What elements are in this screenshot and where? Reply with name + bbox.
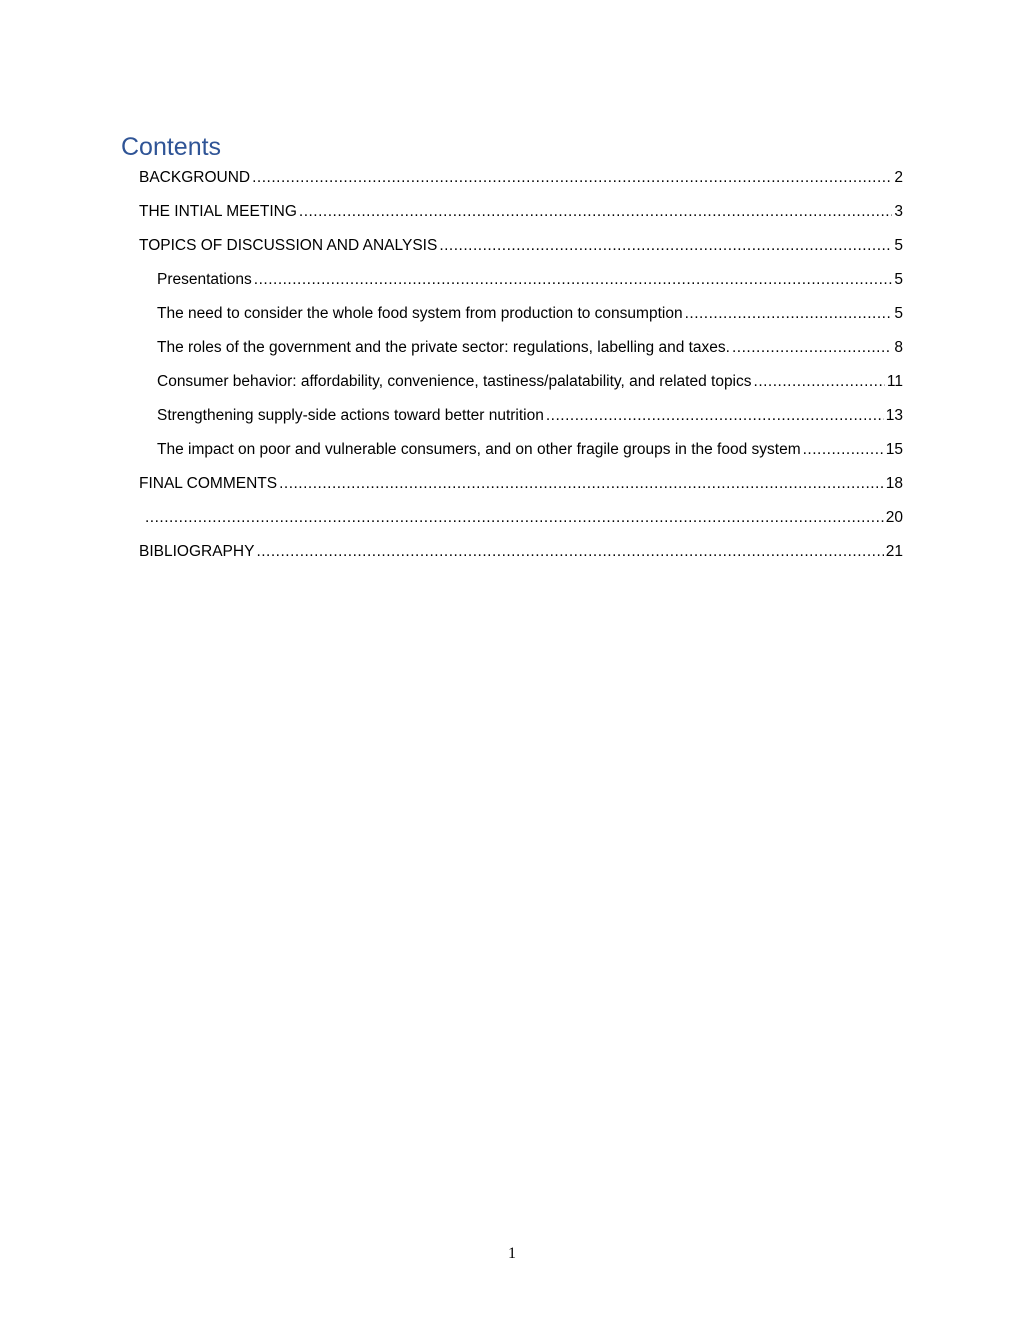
- toc-entry-page: 13: [885, 407, 903, 424]
- toc-dot-leader: [279, 473, 884, 495]
- toc-entry-page: 20: [885, 509, 903, 526]
- toc-dot-leader: [754, 371, 885, 393]
- toc-dot-leader: [252, 167, 892, 189]
- toc-dot-leader: [546, 405, 884, 427]
- toc-entry-supply-side[interactable]: [157, 405, 903, 427]
- toc-dot-leader: [732, 337, 892, 359]
- toc-entry-title: The impact on poor and vulnerable consumers, and on other fragile groups in the food system: [157, 441, 801, 458]
- toc-entry-whole-food-system[interactable]: [157, 303, 903, 325]
- toc-dot-leader: [685, 303, 893, 325]
- toc-entry-title: FINAL COMMENTS: [139, 475, 278, 492]
- page-number: 1: [508, 1245, 516, 1262]
- toc-entry-title: Strengthening supply-side actions toward better nutrition: [157, 407, 544, 424]
- toc-heading: Contents: [121, 133, 222, 161]
- toc-entry-page: 2: [894, 169, 903, 186]
- toc-entry-final-comments[interactable]: [139, 473, 903, 495]
- toc-entry-vulnerable-consumers[interactable]: [157, 439, 903, 461]
- toc-entry-title: Consumer behavior: affordability, convenience, tastiness/palatability, and related topics: [157, 373, 752, 390]
- toc-dot-leader: [439, 235, 892, 257]
- toc-entry-page: 15: [885, 441, 903, 458]
- toc-dot-leader: [254, 269, 893, 291]
- toc-entry-page: 3: [894, 203, 903, 220]
- toc-entry-page: 5: [894, 271, 903, 288]
- toc-entry-page: 5: [894, 237, 903, 254]
- toc-entry-government-roles[interactable]: [157, 337, 903, 359]
- toc-entry-page: 11: [886, 373, 903, 390]
- toc-entry-page: 8: [894, 339, 903, 356]
- toc-dot-leader: [145, 507, 884, 529]
- toc-entry-presentations[interactable]: [157, 269, 903, 291]
- toc-entry-page: 21: [885, 543, 903, 560]
- toc-entry-bibliography[interactable]: [139, 541, 903, 563]
- toc-entry-initial-meeting[interactable]: [139, 201, 903, 223]
- toc-entry-title: Presentations: [157, 271, 252, 288]
- toc-dot-leader: [256, 541, 883, 563]
- toc-entry-topics[interactable]: [139, 235, 903, 257]
- toc-dot-leader: [299, 201, 892, 223]
- toc-entry-background[interactable]: [139, 167, 903, 189]
- toc-entry-page: 18: [885, 475, 903, 492]
- toc-entry-title: The roles of the government and the private sector: regulations, labelling and taxes.: [157, 339, 730, 356]
- toc-dot-leader: [803, 439, 884, 461]
- toc-entry-title: BACKGROUND: [139, 169, 251, 186]
- toc-entry-consumer-behavior[interactable]: [157, 371, 903, 393]
- toc-entry-title: THE INTIAL MEETING: [139, 203, 297, 220]
- toc-entry-title: TOPICS OF DISCUSSION AND ANALYSIS: [139, 237, 438, 254]
- toc-entry-page: 5: [894, 305, 903, 322]
- toc-entry-title: BIBLIOGRAPHY: [139, 543, 255, 560]
- toc-entry-title: The need to consider the whole food system from production to consumption: [157, 305, 683, 322]
- toc-entry-untitled[interactable]: [143, 507, 903, 529]
